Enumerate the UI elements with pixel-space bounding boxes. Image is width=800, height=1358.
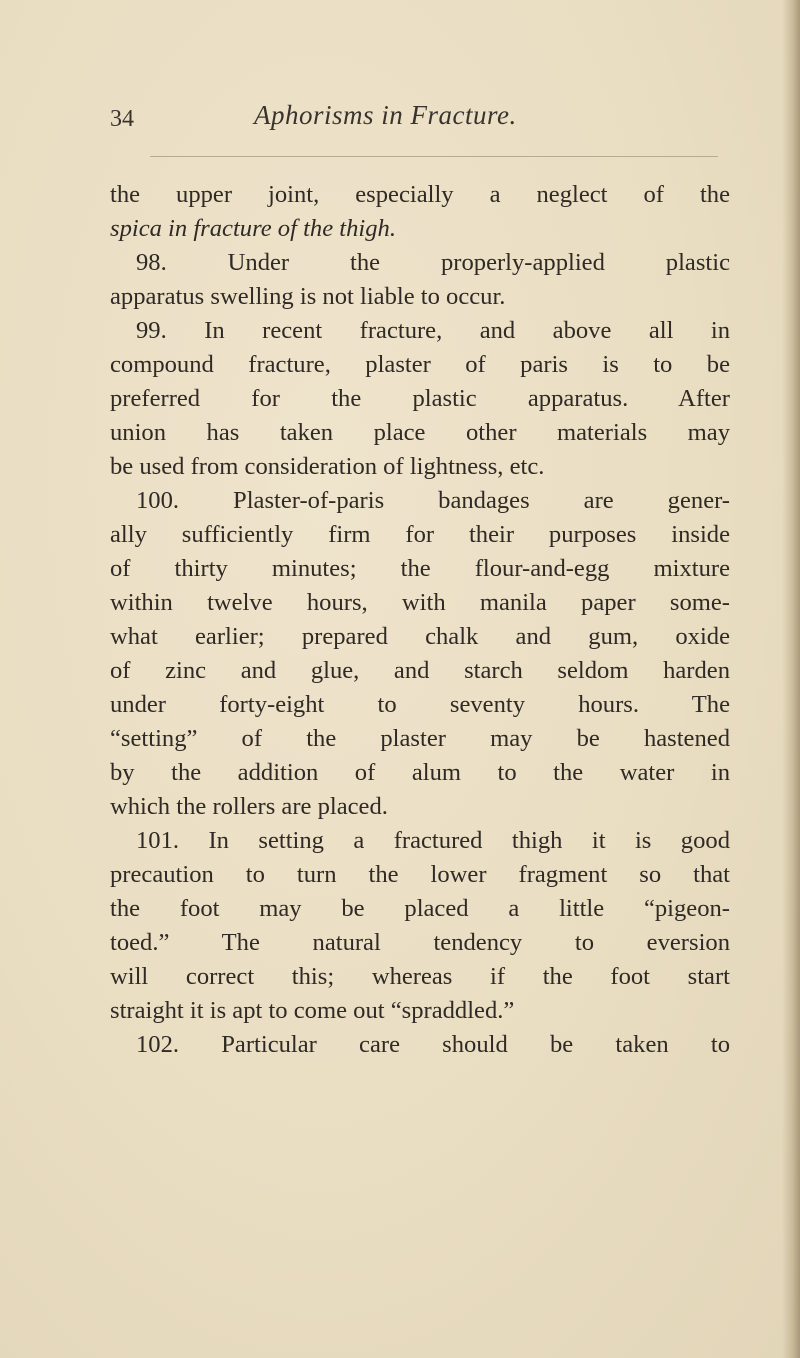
text-line: toed.” The natural tendency to eversion (110, 929, 730, 956)
text-line: 100. Plaster-of-paris bandages are gener- (136, 487, 730, 514)
text-line: within twelve hours, with manila paper some- (110, 589, 730, 616)
text-line: will correct this; whereas if the foot start (110, 963, 730, 990)
page-number: 34 (110, 106, 134, 132)
text-line: of thirty minutes; the flour-and-egg mixture (110, 555, 730, 582)
text-line: precaution to turn the lower fragment so that (110, 861, 730, 888)
page-header (110, 92, 710, 132)
text-line: 99. In recent fracture, and above all in (136, 317, 730, 344)
text-line: 101. In setting a fractured thigh it is good (136, 827, 730, 854)
text-line: ally sufficiently firm for their purposes inside (110, 521, 730, 548)
text-line: straight it is apt to come out “spraddled.” (110, 997, 515, 1024)
body-text (110, 178, 730, 1062)
text-line: by the addition of alum to the water in (110, 759, 730, 786)
text-line: under forty-eight to seventy hours. The (110, 691, 730, 718)
text-line: the foot may be placed a little “pigeon- (110, 895, 730, 922)
text-line: union has taken place other materials may (110, 419, 730, 446)
text-line: compound fracture, plaster of paris is to be (110, 351, 730, 378)
text-line: “setting” of the plaster may be hastened (110, 725, 730, 752)
text-line: the upper joint, especially a neglect of the (110, 181, 730, 208)
running-title: Aphorisms in Fracture. (254, 100, 517, 130)
text-line: spica in fracture of the thigh. (110, 215, 396, 242)
text-line: be used from consideration of lightness, etc. (110, 453, 545, 480)
header-rule (150, 156, 718, 157)
text-line: apparatus swelling is not liable to occur. (110, 283, 506, 310)
text-line: which the rollers are placed. (110, 793, 388, 820)
text-line: of zinc and glue, and starch seldom harden (110, 657, 730, 684)
text-line: 98. Under the properly-applied plastic (136, 249, 730, 276)
page-edge-shadow (782, 0, 800, 1358)
text-line: 102. Particular care should be taken to (136, 1031, 730, 1058)
text-line: preferred for the plastic apparatus. After (110, 385, 730, 412)
text-line: what earlier; prepared chalk and gum, oxide (110, 623, 730, 650)
